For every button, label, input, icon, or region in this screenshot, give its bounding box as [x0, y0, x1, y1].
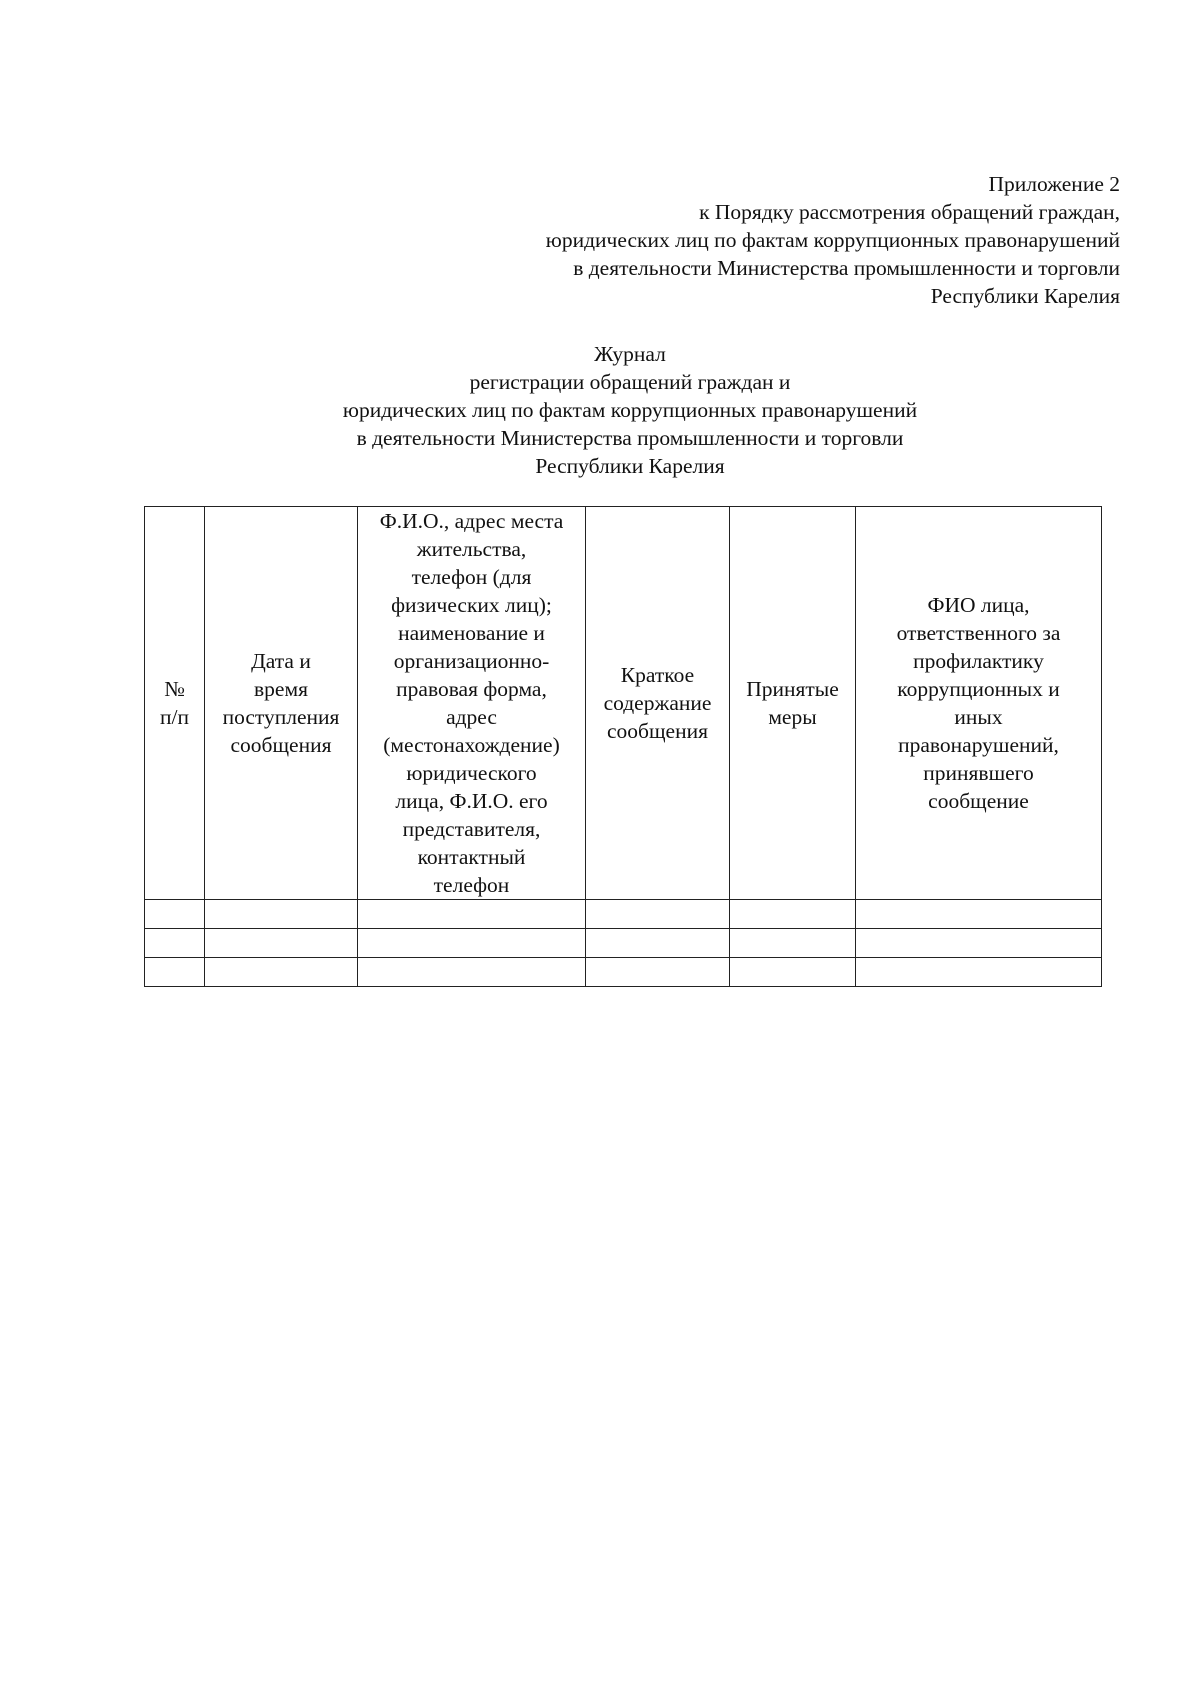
table-cell	[586, 958, 730, 987]
header-text-line: иных	[954, 705, 1003, 729]
title-line: Республики Карелия	[535, 454, 725, 478]
header-text-line: меры	[768, 705, 817, 729]
header-text-line: время	[254, 677, 308, 701]
table-row	[145, 958, 1102, 987]
table-cell	[205, 958, 358, 987]
header-text-line: представителя,	[402, 817, 541, 841]
header-text-line: Краткое	[620, 663, 695, 687]
header-text-line: Ф.И.О., адрес места	[379, 509, 564, 533]
appendix-line: к Порядку рассмотрения обращений граждан,	[699, 200, 1120, 224]
table-body	[145, 900, 1102, 987]
header-text-line: наименование и	[398, 621, 545, 645]
table-cell	[358, 900, 586, 929]
header-text-line: Дата и	[251, 649, 311, 673]
header-text-line: ответственного за	[896, 621, 1061, 645]
table-cell	[205, 900, 358, 929]
header-date-time	[205, 507, 358, 900]
header-applicant-info	[358, 507, 586, 900]
header-text-line: жительства,	[416, 537, 527, 561]
header-text-line: п/п	[160, 705, 189, 729]
header-text-line: Принятые	[746, 677, 839, 701]
table-cell	[586, 929, 730, 958]
table-cell	[856, 958, 1102, 987]
title-line: юридических лиц по фактам коррупционных правонарушений	[342, 398, 918, 422]
header-text-line: организационно-	[393, 649, 550, 673]
table-cell	[145, 900, 205, 929]
table-cell	[730, 929, 856, 958]
header-text-line: телефон (для	[411, 565, 532, 589]
table-cell	[856, 900, 1102, 929]
header-text-line: коррупционных и	[897, 677, 1060, 701]
document-title	[145, 340, 1115, 480]
table-cell	[145, 958, 205, 987]
header-text-line: лица, Ф.И.О. его	[395, 789, 548, 813]
appendix-line: юридических лиц по фактам коррупционных правонарушений	[545, 228, 1120, 252]
table-cell	[856, 929, 1102, 958]
table-cell	[145, 929, 205, 958]
table-row	[145, 900, 1102, 929]
appendix-line: Приложение 2	[988, 172, 1120, 196]
table-cell	[205, 929, 358, 958]
title-line: Журнал	[594, 342, 666, 366]
header-measures	[730, 507, 856, 900]
title-line: в деятельности Министерства промышленности и торговли	[356, 426, 904, 450]
header-number	[145, 507, 205, 900]
appendix-header	[546, 170, 1120, 310]
header-text-line: содержание	[603, 691, 712, 715]
appendix-line: в деятельности Министерства промышленности и торговли	[573, 256, 1120, 280]
header-text-line: №	[164, 677, 185, 701]
header-summary	[586, 507, 730, 900]
title-line: регистрации обращений граждан и	[469, 370, 791, 394]
header-text-line: правонарушений,	[898, 733, 1059, 757]
table-header-row	[145, 507, 1102, 900]
header-text-line: адрес	[446, 705, 497, 729]
header-text-line: сообщения	[230, 733, 332, 757]
table-cell	[358, 958, 586, 987]
header-text-line: поступления	[222, 705, 340, 729]
header-text-line: принявшего	[923, 761, 1034, 785]
header-text-line: (местонахождение)	[383, 733, 560, 757]
appendix-line: Республики Карелия	[930, 284, 1120, 308]
table-cell	[730, 900, 856, 929]
header-text-line: профилактику	[913, 649, 1044, 673]
header-text-line: ФИО лица,	[927, 593, 1030, 617]
table-cell	[358, 929, 586, 958]
table-cell	[730, 958, 856, 987]
header-text-line: юридического	[406, 761, 537, 785]
table-row	[145, 929, 1102, 958]
header-responsible-person	[856, 507, 1102, 900]
header-text-line: телефон	[433, 873, 510, 897]
header-text-line: контактный	[417, 845, 526, 869]
header-text-line: сообщения	[607, 719, 708, 743]
header-text-line: правовая форма,	[396, 677, 547, 701]
header-text-line: сообщение	[928, 789, 1029, 813]
table-cell	[586, 900, 730, 929]
journal-table	[144, 506, 1102, 987]
header-text-line: физических лиц);	[391, 593, 552, 617]
